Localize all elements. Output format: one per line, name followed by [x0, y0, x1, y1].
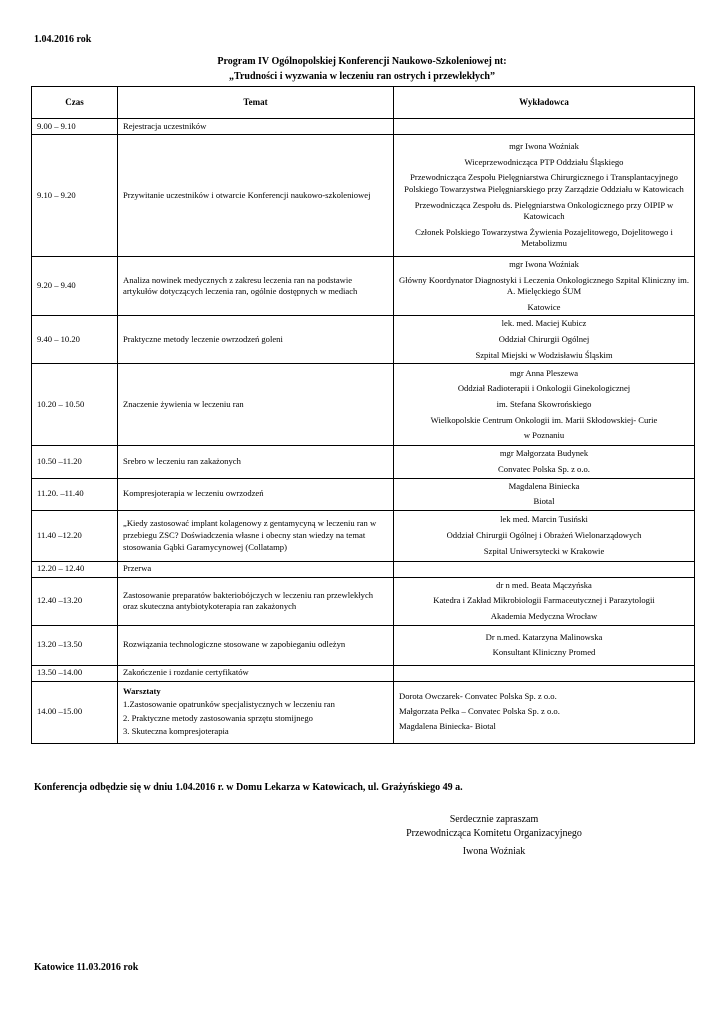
speaker-line: im. Stefana Skowrońskiego: [496, 399, 592, 410]
regards-line: Serdecznie zapraszam: [449, 814, 539, 825]
time-cell: 9.20 – 9.40: [32, 257, 118, 316]
speaker-line: mgr Iwona Woźniak: [509, 141, 579, 152]
speaker-line: Główny Koordynator Diagnostyki i Leczenia Onkologicznego Szpital Kliniczny im. A. Mielęckiego ŚUM: [399, 274, 689, 297]
column-header-topic: Temat: [118, 87, 394, 119]
speaker-line: Wielkopolskie Centrum Onkologii im. Marii Skłodowskiej- Curie: [430, 414, 658, 425]
speaker-cell: [394, 625, 695, 665]
speaker-line: Katowice: [527, 301, 561, 312]
topic-cell: Przerwa: [118, 561, 394, 577]
workshop-speakers: [394, 681, 695, 743]
speaker-line: Magdalena Biniecka: [508, 480, 580, 491]
speaker-line: mgr Małgorzata Budynek: [499, 448, 589, 459]
workshop-title: Warsztaty: [123, 685, 161, 696]
topic-cell: Analiza nowinek medycznych z zakresu leczenia ran na podstawie artykułów dotyczących leczenia ran, ogólnie dostępnych w mediach: [118, 257, 394, 316]
speaker-cell: [394, 316, 695, 364]
column-header-time: Czas: [32, 87, 118, 119]
time-cell: 9.40 – 10.20: [32, 316, 118, 364]
table-row: [32, 510, 695, 561]
topic-cell: Praktyczne metody leczenie owrzodzeń goleni: [118, 316, 394, 364]
speaker-cell: [394, 478, 695, 510]
table-row: [32, 446, 695, 478]
column-header-speaker: Wykładowca: [394, 87, 695, 119]
speaker-line: Szpital Miejski w Wodzisławiu Śląskim: [475, 349, 613, 360]
speaker-line: Konsultant Kliniczny Promed: [492, 647, 596, 658]
workshop-time: 14.00 –15.00: [32, 681, 118, 743]
table-row: [32, 478, 695, 510]
topic-cell: „Kiedy zastosować implant kolagenowy z gentamycyną w leczeniu ran w przebiegu ZSC? Doświadczenia własne i obecny stan wiedzy na temat stosowania Gąbki Garamycynowej (Collatamp): [118, 510, 394, 561]
table-row: [32, 119, 695, 135]
topic-cell: Srebro w leczeniu ran zakażonych: [118, 446, 394, 478]
speaker-cell: [394, 119, 695, 135]
topic-cell: Zakończenie i rozdanie certyfikatów: [118, 665, 394, 681]
table-row: [32, 135, 695, 257]
topic-cell: Znaczenie żywienia w leczeniu ran: [118, 364, 394, 446]
table-row: [32, 316, 695, 364]
speaker-line: Przewodnicząca Zespołu Pielęgniarstwa Chirurgicznego i Transplantacyjnego Polskiego Towarzystwa Pielęgniarskiego przy Zarządzie Oddziału w Katowicach: [404, 172, 684, 194]
time-cell: 9.00 – 9.10: [32, 119, 118, 135]
speaker-cell: [394, 577, 695, 625]
table-header-row: [32, 87, 695, 119]
workshop-speaker: Dorota Owczarek- Convatec Polska Sp. z o.o.: [399, 691, 557, 702]
speaker-cell: [394, 561, 695, 577]
table-row: [32, 561, 695, 577]
speaker-line: Dr n.med. Katarzyna Malinowska: [485, 631, 603, 642]
workshop-speaker: Magdalena Biniecka- Biotal: [399, 720, 496, 731]
speaker-line: Członek Polskiego Towarzystwa Żywienia Pozajelitowego, Dojelitowego i Metabolizmu: [415, 226, 673, 249]
topic-cell: Rozwiązania technologiczne stosowane w zapobieganiu odleżyn: [118, 625, 394, 665]
place-and-date: Katowice 11.03.2016 rok: [34, 962, 139, 973]
table-row: [32, 257, 695, 316]
topic-cell: Przywitanie uczestników i otwarcie Konferencji naukowo-szkoleniowej: [118, 135, 394, 257]
speaker-cell: [394, 665, 695, 681]
workshop-speaker: Małgorzata Pełka – Convatec Polska Sp. z o.o.: [399, 705, 560, 716]
speaker-line: Biotal: [533, 496, 555, 507]
workshop-topics: [118, 681, 394, 743]
speaker-line: lek med. Marcin Tusiński: [500, 514, 588, 525]
workshop-item: 2. Praktyczne metody zastosowania sprzętu stomijnego: [123, 712, 313, 723]
speaker-cell: [394, 510, 695, 561]
time-cell: 12.20 – 12.40: [32, 561, 118, 577]
speaker-line: Szpital Uniwersytecki w Krakowie: [483, 545, 605, 556]
signature-name: Iwona Woźniak: [462, 846, 526, 857]
speaker-line: Akademia Medyczna Wrocław: [490, 611, 598, 622]
program-title: Program IV Ogólnopolskiej Konferencji Naukowo-Szkoleniowej nt:: [217, 56, 507, 67]
topic-cell: Rejestracja uczestników: [118, 119, 394, 135]
time-cell: 9.10 – 9.20: [32, 135, 118, 257]
table-row: [32, 625, 695, 665]
speaker-line: Oddział Chirurgii Ogólnej i Obrażeń Wielonarządowych: [446, 529, 642, 540]
time-cell: 10.50 –11.20: [32, 446, 118, 478]
workshop-item: 1.Zastosowanie opatrunków specjalistycznych w leczeniu ran: [123, 699, 335, 710]
time-cell: 10.20 – 10.50: [32, 364, 118, 446]
organizer-role: Przewodnicząca Komitetu Organizacyjnego: [406, 827, 582, 839]
speaker-line: Przewodnicząca Zespołu ds. Pielęgniarstwa Onkologicznego przy OIPIP w Katowicach: [414, 199, 674, 222]
table-row: [32, 364, 695, 446]
speaker-cell: [394, 364, 695, 446]
time-cell: 13.20 –13.50: [32, 625, 118, 665]
document-date: 1.04.2016 rok: [34, 34, 92, 45]
speaker-line: dr n med. Beata Mączyńska: [496, 579, 592, 590]
program-subtitle: „Trudności i wyzwania w leczeniu ran ostrych i przewlekłych”: [229, 71, 495, 82]
speaker-line: Wiceprzewodnicząca PTP Oddziału Śląskiego: [464, 156, 624, 167]
workshop-item: 3. Skuteczna kompresjoterapia: [123, 726, 229, 737]
schedule-table: [31, 86, 695, 744]
speaker-line: lek. med. Maciej Kubicz: [501, 318, 587, 329]
venue-info: Konferencja odbędzie się w dniu 1.04.2016 r. w Domu Lekarza w Katowicach, ul. Grażyńskiego 49 a.: [34, 782, 463, 793]
speaker-line: w Poznaniu: [523, 430, 565, 441]
table-row: [32, 665, 695, 681]
speaker-line: Katedra i Zakład Mikrobiologii Farmaceutycznej i Parazytologii: [433, 595, 655, 606]
speaker-line: Oddział Radioterapii i Onkologii Ginekologicznej: [457, 383, 631, 394]
regards-block: [397, 813, 591, 840]
topic-cell: Zastosowanie preparatów bakteriobójczych w leczeniu ran przewlekłych oraz skuteczna antybiotykoterapia ran zakażonych: [118, 577, 394, 625]
speaker-line: Oddział Chirurgii Ogólnej: [498, 334, 590, 345]
table-row: [32, 577, 695, 625]
workshop-row: [32, 681, 695, 743]
topic-cell: Kompresjoterapia w leczeniu owrzodzeń: [118, 478, 394, 510]
schedule-rows: [32, 119, 695, 682]
speaker-cell: [394, 446, 695, 478]
speaker-cell: [394, 257, 695, 316]
speaker-line: mgr Anna Pleszewa: [509, 367, 579, 378]
time-cell: 13.50 –14.00: [32, 665, 118, 681]
time-cell: 11.40 –12.20: [32, 510, 118, 561]
time-cell: 11.20. –11.40: [32, 478, 118, 510]
time-cell: 12.40 –13.20: [32, 577, 118, 625]
speaker-line: mgr Iwona Woźniak: [509, 259, 579, 269]
speaker-line: Convatec Polska Sp. z o.o.: [498, 463, 590, 474]
speaker-cell: [394, 135, 695, 257]
